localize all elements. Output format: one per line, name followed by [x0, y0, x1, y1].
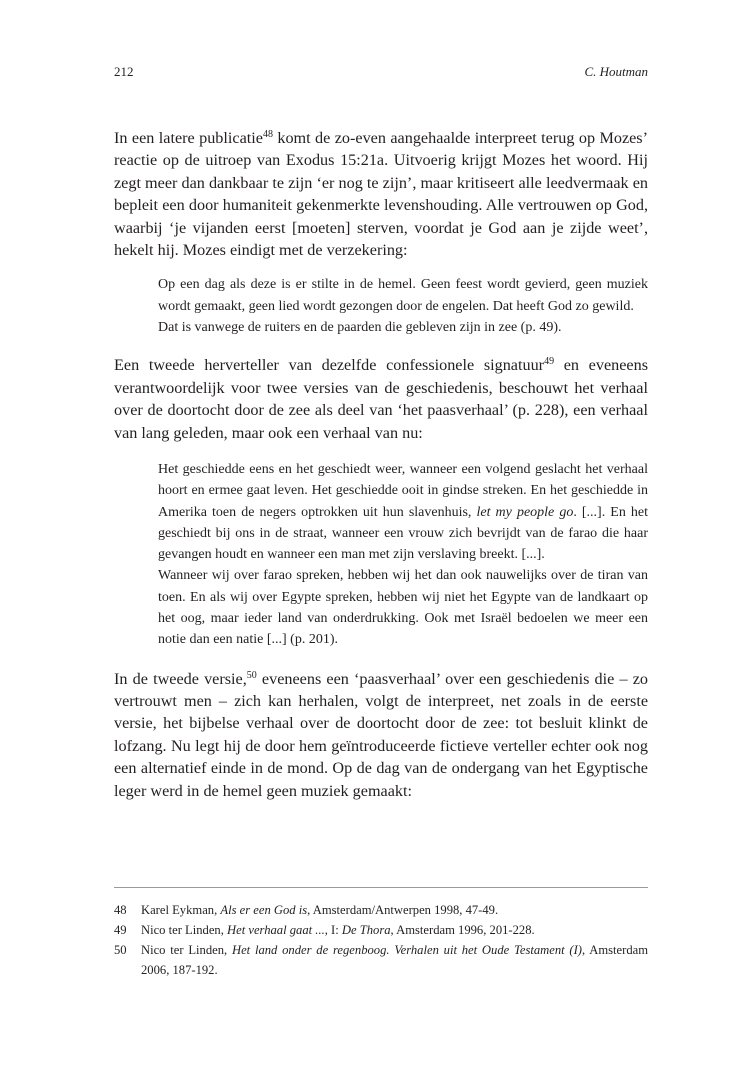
quote-italic: let my people go: [476, 504, 574, 520]
paragraph-text: eveneens een ‘paasverhaal’ over een geschiedenis die – zo vertrouwt men – zich kan herhalen, volgt de interpreet, net zoals in de eerste versie, het bijbelse verhaal over de doortocht door de zee: tot besluit klinkt de lofzang. Nu legt hij de door hem geïntroduceerde fictieve verteller echter ook nog een alternatief einde in de mond. Op de dag van de ondergang van het Egyptische leger werd in de hemel geen muziek gemaakt:: [114, 669, 648, 800]
footnote-number: 49: [114, 923, 127, 937]
footnote-text: , Amsterdam 1996, 201-228.: [390, 923, 535, 937]
footnote-text: Nico ter Linden,: [141, 923, 228, 937]
quote-paragraph: Op een dag als deze is er stilte in de hemel. Geen feest wordt gevierd, geen muziek wordt gemaakt, geen lied wordt gezongen door de engelen. Dat heeft God zo gewild.: [158, 277, 648, 314]
footnote-text: , Amsterdam 2006, 187-192.: [141, 943, 649, 977]
body-text: [114, 127, 648, 802]
footnote-ref-48[interactable]: 48: [262, 129, 273, 140]
footnote-number: 50: [114, 943, 127, 957]
footnote-50: [114, 940, 648, 980]
running-head: C. Houtman: [584, 64, 648, 79]
quote-paragraph: [158, 459, 648, 565]
footnote-title: Het land onder de regenboog. Verhalen uit het Oude Testament (I): [231, 943, 582, 957]
paragraph-2: [114, 354, 648, 444]
paragraph-text: en eveneens verantwoordelijk voor twee versies van de geschiedenis, beschouwt het verhaal over de doortocht door de zee als deel van ‘het paasverhaal’ (p. 228), een verhaal van lang geleden, maar ook een verhaal van nu:: [114, 356, 648, 442]
footnote-text: Nico ter Linden,: [141, 943, 232, 957]
paragraph-1: [114, 127, 648, 261]
paragraph-text: Een tweede herverteller van dezelfde confessionele signatuur: [114, 356, 545, 375]
footnote-text: Karel Eykman,: [141, 903, 221, 917]
block-quote-2: [158, 459, 648, 651]
footnotes: [114, 900, 648, 980]
paragraph-3: [114, 668, 648, 802]
footnote-rule: [114, 887, 648, 888]
block-quote-1: [158, 274, 648, 338]
footnote-49: [114, 920, 648, 940]
footnote-ref-50[interactable]: 50: [246, 669, 257, 681]
paragraph-text: In een latere publicatie: [114, 129, 263, 147]
quote-paragraph: Wanneer wij over farao spreken, hebben wij het dan ook nauwelijks over de tiran van toen. En als wij over Egypte spreken, hebben wij niet het Egypte van de landkaart op het oog, maar ieder land van onderdrukking. Ook met Israël bedoelen we meer een notie dan een natie [...] (p. 201).: [158, 568, 648, 648]
quote-paragraph: Dat is vanwege de ruiters en de paarden die gebleven zijn in zee (p. 49).: [158, 320, 562, 336]
footnote-ref-49[interactable]: 49: [544, 356, 555, 368]
footnote-number: 48: [114, 903, 127, 917]
page-number: 212: [114, 64, 134, 79]
quote-text: Het geschiedde eens en het geschiedt weer, wanneer een volgend geslacht het verhaal hoort en ermee gaat leven. Het geschiedde ooit in gindse streken. En het geschiedde in Amerika toen de negers optrokken uit hun slavenhuis,: [158, 461, 648, 520]
footnote-title: De Thora: [341, 923, 391, 937]
paragraph-text: komt de zo-even aangehaalde interpreet terug op Mozes’ reactie op de uitroep van Exodus 15:21a. Uitvoerig krijgt Mozes het woord. Hij zegt meer dan dankbaar te zijn ‘er nog te zijn’, maar kritiseert alle leedvermaak en bepleit een door humaniteit gekenmerkte levenshouding. Alle vertrouwen op God, waarbij ‘je vijanden eerst [moeten] sterven, voordat je God aan je zijde weet’, hekelt hij. Mozes eindigt met de verzekering:: [114, 129, 648, 260]
footnote-title: Als er een God is: [220, 903, 308, 917]
paragraph-text: In de tweede versie,: [114, 669, 247, 688]
footnote-title: Het verhaal gaat ...: [227, 923, 325, 937]
quote-text: . [...]. En het geschiedt bij ons in de straat, wanneer een vrouw zich bevrijdt van de farao die haar gevangen houdt en wanneer een man met zijn verslaving breekt. [...].: [158, 504, 648, 563]
footnote-48: [114, 900, 648, 920]
footnote-text: , Amsterdam/Antwerpen 1998, 47-49.: [307, 903, 499, 917]
footnote-text: , I:: [324, 923, 342, 937]
